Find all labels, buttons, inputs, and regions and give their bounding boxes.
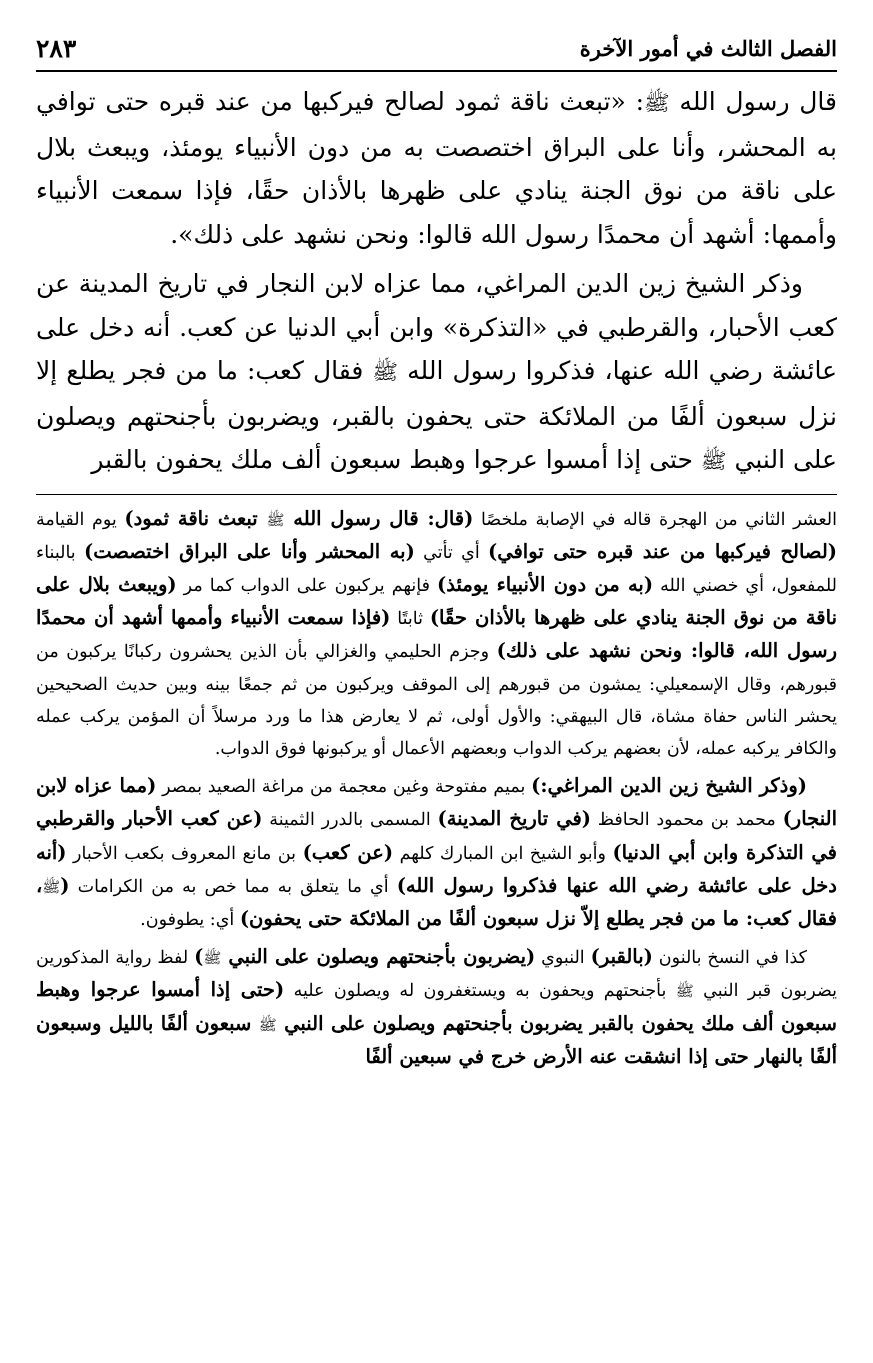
text-run: ثابتًا: [390, 609, 430, 630]
quoted-text: (عن كعب): [302, 840, 394, 864]
quoted-text: (في تاريخ المدينة): [437, 807, 591, 831]
quoted-text: (يضربون بأجنحتهم ويصلون على النبي: [221, 945, 536, 969]
page-number: ٢٨٣: [36, 34, 77, 63]
quoted-text: (أنه دخل على عائشة رضي الله عنها فذكروا رسول الله): [36, 840, 837, 897]
quoted-text: سبعون ألفًا بالليل وسبعون ألفًا بالنهار حتى إذا انشقت عنه الأرض خرج في سبعين ألفًا: [36, 1011, 837, 1068]
quoted-text: (فإذا سمعت الأنبياء وأممها أشهد أن محمدًا رسول الله، قالوا: ونحن نشهد على ذلك): [36, 606, 837, 663]
quoted-text: ، فقال كعب: ما من فجر يطلع إلاّ نزل سبعون ألفًا من الملائكة حتى يحفون): [36, 873, 837, 930]
text-run: بالبناء للمفعول، أي خصني الله: [36, 542, 837, 596]
quoted-text: (وذكر الشيخ زين الدين المراغي:): [531, 774, 808, 798]
text-run: وأبو الشيخ ابن المبارك كلهم: [393, 843, 613, 864]
main-text: [36, 80, 837, 484]
honorific-glyph: ﷺ: [644, 91, 670, 116]
main-paragraph-2: [36, 262, 837, 484]
text-run: وذكر الشيخ زين الدين المراغي، مما عزاه لابن النجار في تاريخ المدينة عن كعب الأحبار، والقرطبي في «التذكرة» وابن أبي الدنيا عن كعب. أنه دخل على عائشة رضي الله عنها، فذكروا رسول الله: [36, 269, 837, 385]
text-run: محمد بن محمود الحافظ: [591, 810, 783, 831]
commentary: [36, 503, 837, 1074]
running-header: [36, 34, 837, 72]
quoted-text: تبعث ناقة ثمود): [124, 506, 267, 530]
text-run: بميم مفتوحة وغين معجمة من مراغة الصعيد بمصر: [156, 777, 532, 798]
text-run: بأجنحتهم ويحفون به ويستغفرون له ويصلون عليه: [284, 981, 676, 1002]
text-run: كذا في النسخ بالنون: [652, 948, 807, 969]
honorific-glyph: ﷺ: [266, 510, 285, 529]
text-run: أي تأتي: [414, 542, 488, 563]
quoted-text: (لصالح فيركبها من عند قبره حتى توافي): [488, 539, 837, 563]
commentary-paragraph-3: [36, 941, 837, 1074]
text-run: يوم القيامة: [36, 509, 125, 530]
quoted-text: (حتى إذا أمسوا عرجوا وهبط سبعون ألف ملك يحفون بالقبر يضربون بأجنحتهم ويصلون على النبي: [36, 978, 837, 1035]
quoted-text: (بالقبر): [590, 945, 653, 969]
quoted-text: (قال: قال رسول الله: [284, 506, 474, 530]
text-run: أي ما يتعلق به مما خص به من الكرامات: [69, 876, 397, 897]
text-run: لفظ رواية المذكورين يضربون قبر النبي: [36, 948, 837, 1002]
text-run: فإنهم يركبون على الدواب كما مر: [176, 575, 438, 596]
honorific-glyph: ﷺ: [700, 449, 727, 474]
main-paragraph-1: [36, 80, 837, 256]
commentary-paragraph-1: [36, 503, 837, 766]
text-run: العشر الثاني من الهجرة قاله في الإصابة ملخصًا: [473, 509, 837, 530]
commentary-divider: [36, 494, 837, 495]
commentary-paragraph-2: [36, 770, 837, 936]
honorific-glyph: ﷺ: [258, 1015, 277, 1034]
quoted-text: (عن كعب الأحبار والقرطبي في التذكرة وابن أبي الدنيا): [36, 807, 837, 864]
text-run: : «تبعث ناقة ثمود لصالح فيركبها من عند قبره حتى توافي به المحشر، وأنا على البراق اختصصت به من دون الأنبياء يومئذ، ويبعث بلال على ناقة من نوق الجنة ينادي على ظهرها بالأذان حقًا، فإذا سمعت الأنبياء وأممها: أشهد أن محمدًا رسول الله قالوا: ونحن نشهد على ذلك».: [36, 87, 837, 249]
quoted-text: (: [60, 873, 70, 897]
honorific-glyph: ﷺ: [42, 877, 61, 896]
honorific-glyph: ﷺ: [372, 360, 399, 385]
text-run: قال رسول الله: [669, 87, 837, 116]
chapter-title: الفصل الثالث في أمور الآخرة: [579, 36, 837, 61]
quoted-text: (ويبعث بلال على ناقة من نوق الجنة ينادي على ظهرها بالأذان حقًا): [36, 572, 837, 630]
text-run: أي: يطوفون.: [140, 909, 240, 930]
text-run: النبوي: [535, 948, 591, 969]
quoted-text: (به المحشر وأنا على البراق اختصصت): [83, 539, 415, 563]
honorific-glyph: ﷺ: [675, 982, 694, 1001]
text-run: بن مانع المعروف بكعب الأحبار: [66, 843, 303, 864]
honorific-glyph: ﷺ: [203, 949, 222, 968]
quoted-text: (مما عزاه لابن النجار): [36, 774, 837, 831]
quoted-text: ): [194, 945, 204, 969]
text-run: وجزم الحليمي والغزالي بأن الذين يحشرون ركبانًا يركبون من قبورهم، وقال الإسمعيلي: يمشون من قبورهم إلى الموقف ويركبون من ثم جمعًا بينه وبين حديث الصحيحين يحشر الناس حفاة مشاة، قال البيهقي: والأول أولى، ثم لا يعارض هذا ما ورد مرسلاً أن المؤمن يركب عمله والكافر يركبه عمله، لأن بعضهم يركب الدواب وبعضهم الأعمال أو يركبونها فوق الدواب.: [36, 642, 837, 759]
quoted-text: (به من دون الأنبياء يومئذ): [437, 572, 654, 596]
text-run: المسمى بالدرر الثمينة: [262, 810, 438, 831]
text-run: حتى إذا أمسوا عرجوا وهبط سبعون ألف ملك يحفون بالقبر: [91, 445, 701, 474]
text-run: فقال كعب: ما من فجر يطلع إلا نزل سبعون ألفًا من الملائكة حتى يحفون بالقبر، ويضربون بأجنحتهم ويصلون على النبي: [36, 356, 837, 474]
